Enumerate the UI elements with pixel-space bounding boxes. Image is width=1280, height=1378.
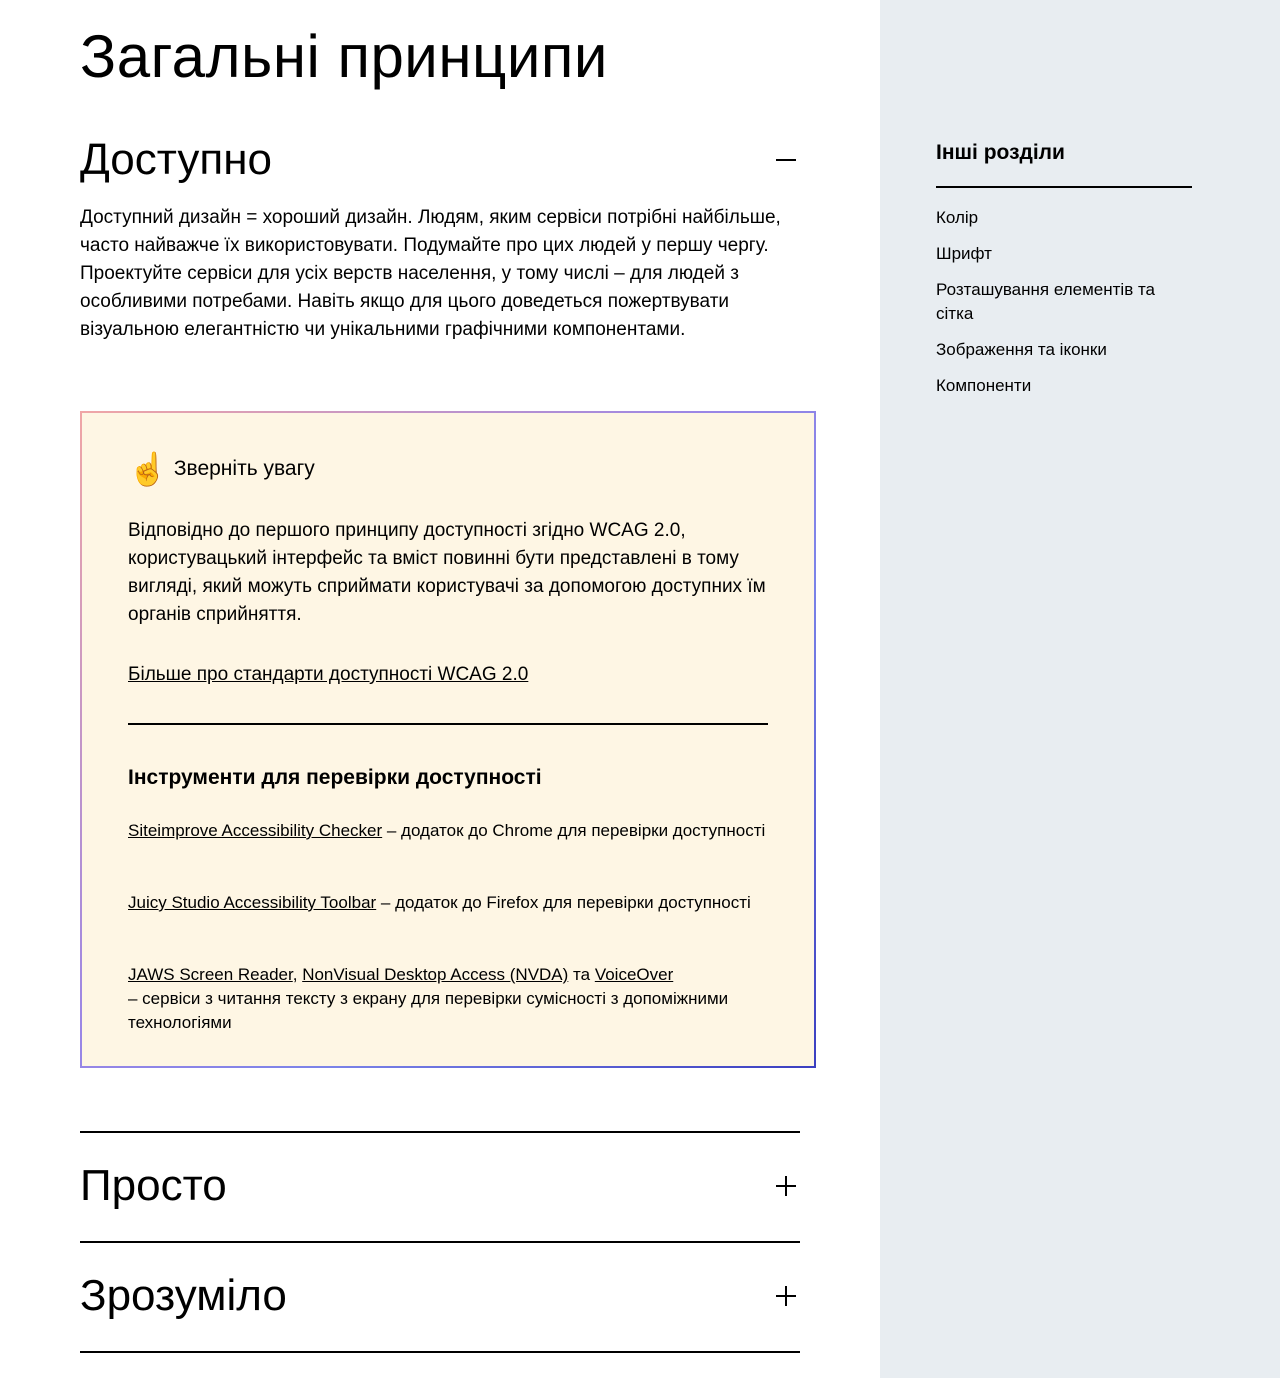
siteimprove-link[interactable]: Siteimprove Accessibility Checker [128,821,383,840]
section-divider [80,1131,800,1133]
juicy-studio-link[interactable]: Juicy Studio Accessibility Toolbar [128,893,377,912]
note-text: Відповідно до першого принципу доступності згідно WCAG 2.0, користувацький інтерфейс та вміст повинні бути представлені в тому вигляді, який можуть сприймати користувачі за допомогою доступних їм органів сприйняття. [128,520,766,625]
jaws-link[interactable]: JAWS Screen Reader [128,965,293,984]
tool-description: – додаток до Chrome для перевірки доступності [382,821,766,840]
accordion-header-simple[interactable] [80,1154,800,1218]
tool-item [128,891,768,915]
note-divider [128,723,768,725]
sidebar-item-components[interactable]: Компоненти [936,376,1032,395]
separator: та [568,965,595,984]
tool-item [128,819,768,843]
tool-description: – додаток до Firefox для перевірки доступності [376,893,751,912]
sidebar-divider [936,186,1192,188]
sidebar-title: Інші розділи [936,141,1065,164]
note-header [128,449,315,489]
page-title: Загальні принципи [80,23,608,90]
section-divider [80,1351,800,1353]
plus-icon[interactable] [772,1172,800,1200]
wcag-link[interactable]: Більше про стандарти доступності WCAG 2.0 [128,664,529,685]
section-title-simple: Просто [80,1161,227,1210]
section-intro: Доступний дизайн = хороший дизайн. Людям, яким сервіси потрібні найбільше, часто найважче їх використовувати. Подумайте про цих людей у першу чергу. Проектуйте сервіси для усіх верств населення, у тому числі – для людей з особливими потребами. Навіть якщо для цього доведеться пожертвувати візуальною елегантністю чи унікальними графічними компонентами. [80,207,781,340]
sidebar-item-font[interactable]: Шрифт [936,244,992,263]
accordion-header-accessible[interactable] [80,128,800,192]
pointing-finger-icon: ☝️ [128,451,168,487]
accordion-header-clear[interactable] [80,1264,800,1328]
sidebar-item-images-icons[interactable]: Зображення та іконки [936,340,1107,359]
section-divider [80,1241,800,1243]
nvda-link[interactable]: NonVisual Desktop Access (NVDA) [302,965,569,984]
attention-note [80,411,816,1068]
sidebar-item-color[interactable]: Колір [936,208,979,227]
separator: , [292,965,303,984]
tool-description: – сервіси з читання тексту з екрану для перевірки сумісності з допоміжними технологіями [128,989,729,1032]
tool-item [128,963,768,1035]
tools-title: Інструменти для перевірки доступності [128,766,542,789]
plus-icon[interactable] [772,1282,800,1310]
note-title: Зверніть увагу [173,457,315,480]
minus-icon[interactable] [772,146,800,174]
sidebar-item-layout-grid[interactable]: Розташування елементів та сітка [936,280,1155,323]
section-title-accessible: Доступно [80,135,273,184]
voiceover-link[interactable]: VoiceOver [594,965,674,984]
sidebar [880,0,1280,1378]
section-title-clear: Зрозуміло [80,1271,287,1320]
